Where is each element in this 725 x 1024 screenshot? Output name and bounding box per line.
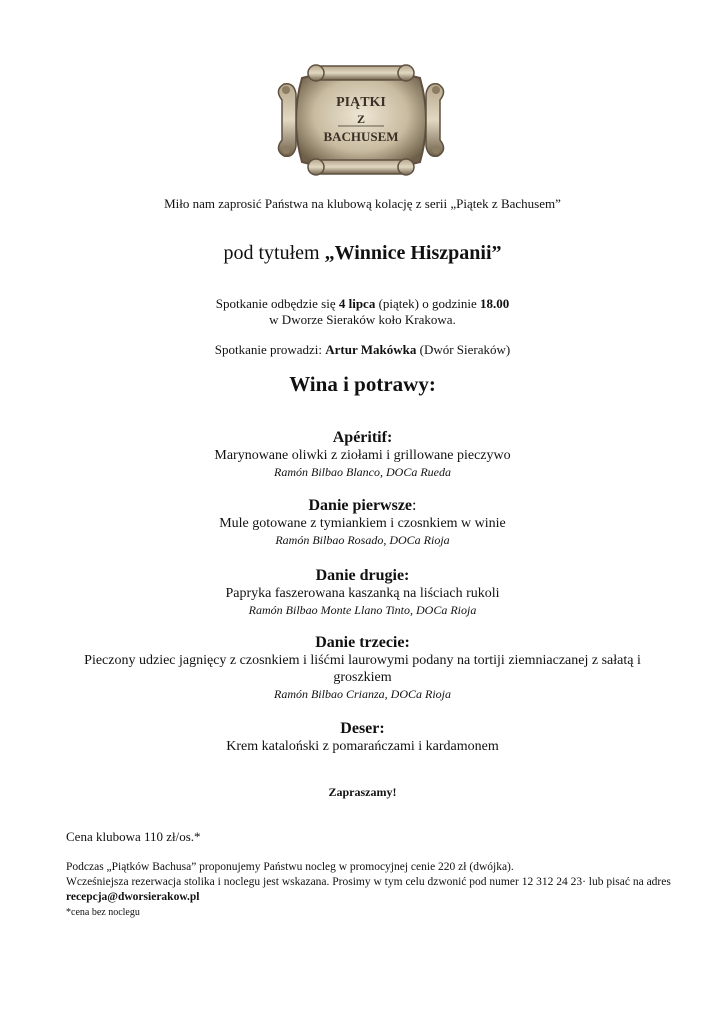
course-aperitif <box>0 428 725 480</box>
course-title <box>0 428 725 447</box>
course-title-text: Danie pierwsze <box>308 497 413 514</box>
invitation-text: Miło nam zaprosić Państwa na klubową kolację z serii „Piątek z Bachusem” <box>164 196 561 211</box>
course-title <box>0 719 725 738</box>
accommodation-note: Podczas „Piątków Bachusa” proponujemy Państwu nocleg w promocyjnej cenie 220 zł (dwójka). <box>66 861 514 873</box>
course-title <box>0 633 725 652</box>
course-title <box>0 496 725 515</box>
course-title-text: Danie trzecie: <box>315 634 410 651</box>
course-wine: Ramón Bilbao Monte Llano Tinto, DOCa Rioja <box>248 603 477 617</box>
host-name: Artur Makówka <box>325 342 417 357</box>
reservation-note <box>66 875 686 905</box>
event-subtitle <box>0 242 725 265</box>
menu-title: Wina i potrawy: <box>289 372 436 396</box>
svg-text:Z: Z <box>356 112 366 126</box>
meeting-date: 4 lipca <box>338 296 376 311</box>
subtitle-prefix: pod tytułem <box>223 242 325 264</box>
course-title-text: Deser: <box>340 720 385 737</box>
svg-text:BACHUSEM: BACHUSEM <box>323 129 399 144</box>
course-dish: Marynowane oliwki z ziołami i grillowane pieczywo <box>214 448 511 463</box>
meeting-location: w Dworze Sieraków koło Krakowa. <box>269 312 456 327</box>
course-dish: Krem kataloński z pomarańczami i kardamonem <box>226 739 499 754</box>
course-dish: Pieczony udziec jagnięcy z czosnkiem i liśćmi laurowymi podany na tortiji ziemniaczanej z sałatą i groszkiem <box>84 653 641 685</box>
host-prefix: Spotkanie prowadzi: <box>214 342 326 357</box>
course-first <box>0 496 725 548</box>
course-wine: Ramón Bilbao Crianza, DOCa Rioja <box>273 687 451 701</box>
meeting-time: 18.00 <box>480 296 510 311</box>
meeting-date-line <box>0 296 725 312</box>
course-title-suffix: : <box>412 497 417 514</box>
meeting-text-1: Spotkanie odbędzie się <box>215 296 339 311</box>
course-dish: Mule gotowane z tymiankiem i czosnkiem w winie <box>219 516 506 531</box>
contact-email[interactable]: recepcja@dworsierakow.pl <box>66 891 200 903</box>
host-suffix: (Dwór Sieraków) <box>416 342 511 357</box>
course-wine: Ramón Bilbao Blanco, DOCa Rueda <box>274 465 451 479</box>
host-info <box>0 342 725 358</box>
price-footnote: *cena bez noclegu <box>66 907 140 918</box>
piatki-z-bachusem-logo <box>272 60 450 180</box>
course-title-text: Danie drugie: <box>315 567 410 584</box>
club-price: Cena klubowa 110 zł/os.* <box>66 829 201 844</box>
reservation-text: Wcześniejsza rezerwacja stolika i noclegu jest wskazana. Prosimy w tym celu dzwonić pod numer 12 312 24 23· lub pisać na adres <box>66 876 671 888</box>
meeting-info <box>0 296 725 328</box>
course-dessert <box>0 719 725 755</box>
scroll-logo-icon <box>272 60 450 180</box>
notes-block <box>66 860 686 920</box>
course-wine: Ramón Bilbao Rosado, DOCa Rioja <box>275 533 450 547</box>
course-title-text: Apéritif: <box>332 429 393 446</box>
event-title: „Winnice Hiszpanii” <box>324 242 502 264</box>
meeting-text-2: (piątek) o godzinie <box>375 296 481 311</box>
closing-text: Zapraszamy! <box>328 785 397 799</box>
course-dish: Papryka faszerowana kaszanką na liściach rukoli <box>225 586 500 601</box>
course-third <box>0 633 725 702</box>
course-second <box>0 566 725 618</box>
svg-text:PIĄTKI: PIĄTKI <box>336 95 386 110</box>
course-title <box>0 566 725 585</box>
